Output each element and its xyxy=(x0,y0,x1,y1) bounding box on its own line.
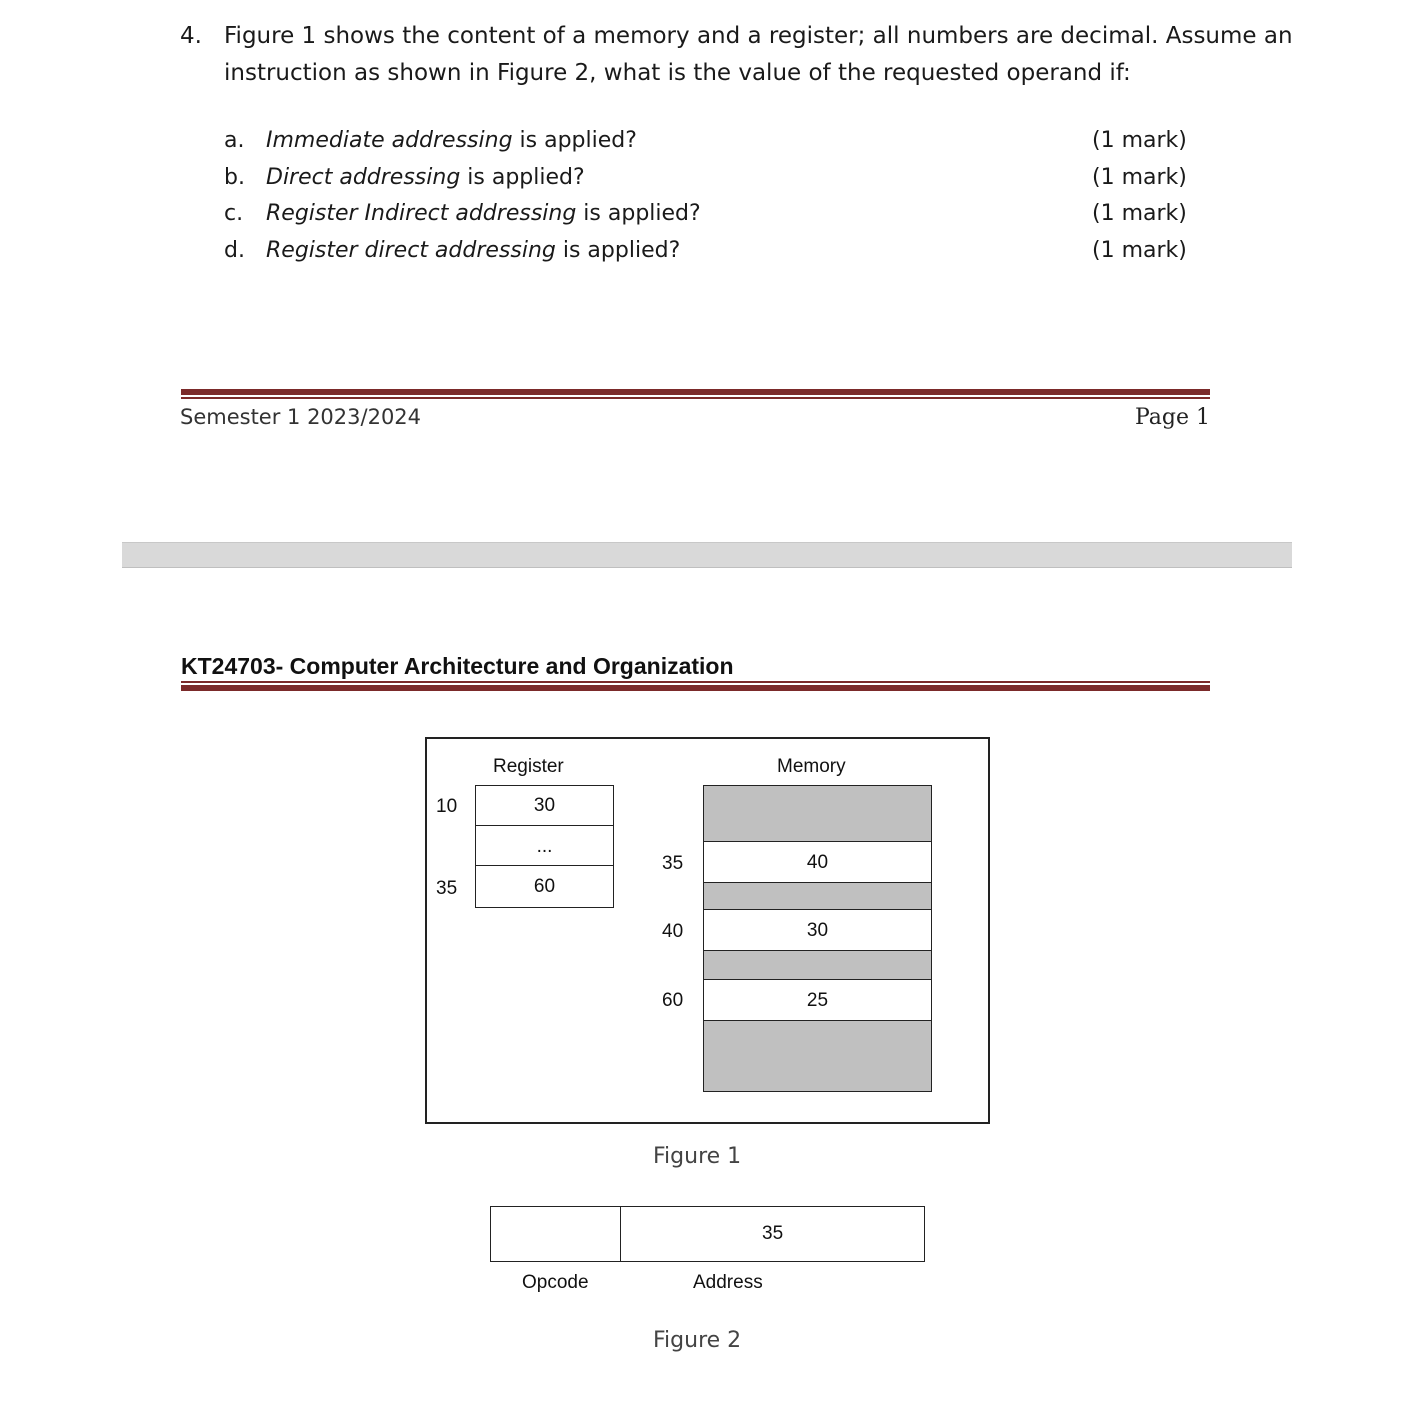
page-separator xyxy=(122,542,1292,568)
memory-block-empty xyxy=(703,950,932,981)
part-a-term: Immediate addressing xyxy=(266,128,513,153)
memory-cell: 25 xyxy=(703,979,932,1022)
memory-cell: 40 xyxy=(703,841,932,884)
memory-address: 60 xyxy=(662,990,684,1011)
part-a-text xyxy=(266,128,637,153)
header-rule-thin xyxy=(181,681,1210,683)
part-d-term: Register direct addressing xyxy=(266,238,556,263)
opcode-label: Opcode xyxy=(522,1272,589,1293)
footer-rule-thick xyxy=(181,389,1210,395)
register-cell: 30 xyxy=(475,785,614,827)
question-line-1: Figure 1 shows the content of a memory and a register; all numbers are decimal. Assume an xyxy=(224,23,1293,49)
part-c-mark: (1 mark) xyxy=(1092,201,1187,226)
memory-address: 35 xyxy=(662,853,684,874)
memory-title: Memory xyxy=(777,756,846,777)
part-c-text xyxy=(266,201,701,226)
part-c-term: Register Indirect addressing xyxy=(266,201,577,226)
footer-page-number: Page 1 xyxy=(1134,405,1210,430)
part-a-mark: (1 mark) xyxy=(1092,128,1187,153)
figure-2-caption: Figure 2 xyxy=(653,1328,742,1353)
part-c-rest: is applied? xyxy=(576,201,701,226)
instruction-address-field: 35 xyxy=(620,1206,925,1262)
figure-1-caption: Figure 1 xyxy=(653,1144,742,1169)
memory-block-empty xyxy=(703,882,932,911)
part-b-label: b. xyxy=(224,165,245,190)
part-a-label: a. xyxy=(224,128,245,153)
memory-block-empty xyxy=(703,785,932,843)
register-cell: 60 xyxy=(475,865,614,908)
part-c-label: c. xyxy=(224,201,244,226)
footer-rule-thin xyxy=(181,397,1210,399)
instruction-opcode-field xyxy=(490,1206,622,1262)
part-b-rest: is applied? xyxy=(460,165,585,190)
address-label: Address xyxy=(693,1272,763,1293)
footer-semester: Semester 1 2023/2024 xyxy=(180,405,422,429)
part-d-mark: (1 mark) xyxy=(1092,238,1187,263)
memory-block-empty xyxy=(703,1020,932,1092)
register-index: 35 xyxy=(436,878,458,899)
question-line-2: instruction as shown in Figure 2, what is the value of the requested operand if: xyxy=(224,60,1131,86)
course-title: KT24703- Computer Architecture and Organization xyxy=(181,653,734,679)
part-b-mark: (1 mark) xyxy=(1092,165,1187,190)
part-d-rest: is applied? xyxy=(555,238,681,263)
register-index: 10 xyxy=(436,796,458,817)
header-rule-thick xyxy=(181,685,1210,691)
register-ellipsis: ... xyxy=(475,825,614,867)
memory-cell: 30 xyxy=(703,909,932,952)
register-title: Register xyxy=(493,756,564,777)
question-number: 4. xyxy=(180,23,202,49)
memory-address: 40 xyxy=(662,921,684,942)
part-b-term: Direct addressing xyxy=(266,165,461,190)
part-d-label: d. xyxy=(224,238,245,263)
part-b-text xyxy=(266,165,585,190)
part-a-rest: is applied? xyxy=(512,128,637,153)
part-d-text xyxy=(266,238,680,263)
